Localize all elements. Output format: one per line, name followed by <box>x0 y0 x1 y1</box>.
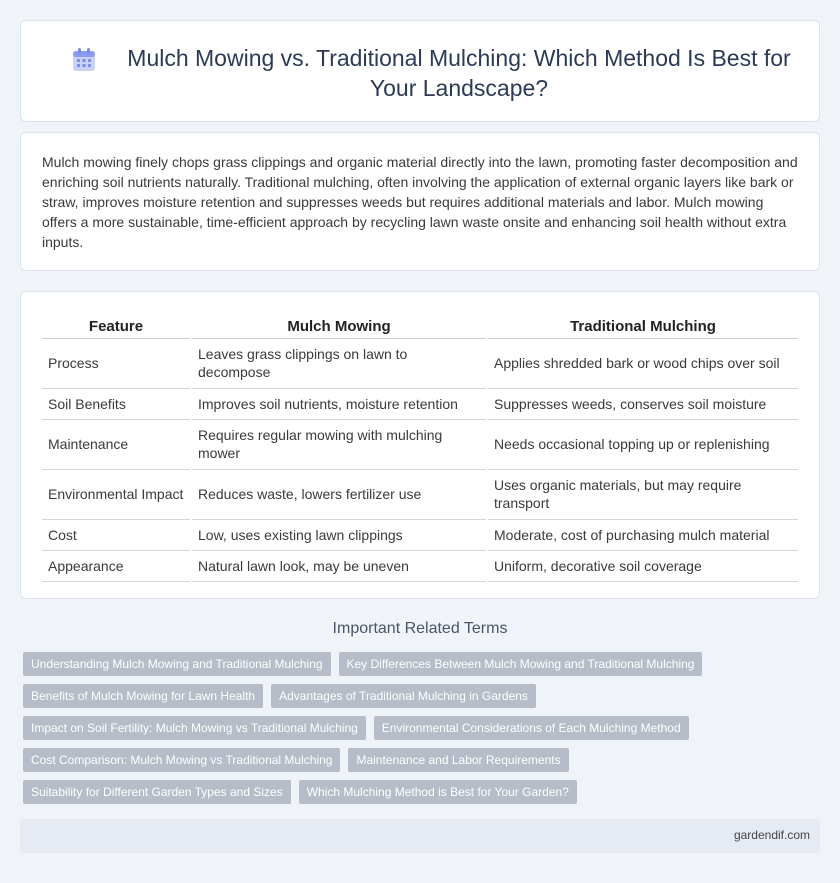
related-term-tag[interactable]: Benefits of Mulch Mowing for Lawn Health <box>23 684 263 708</box>
table-cell: Reduces waste, lowers fertilizer use <box>191 469 487 519</box>
related-term-tag[interactable]: Which Mulching Method is Best for Your Garden? <box>299 780 577 804</box>
table-cell: Suppresses weeds, conserves soil moisture <box>487 388 798 419</box>
table-row <box>42 388 798 419</box>
site-name[interactable]: gardendif.com <box>733 828 810 842</box>
intro-card <box>20 132 820 271</box>
related-terms-heading: Important Related Terms <box>332 620 508 637</box>
comparison-card <box>20 291 820 599</box>
table-row <box>42 338 798 388</box>
table-row <box>42 419 798 469</box>
intro-paragraph: Mulch mowing finely chops grass clippings and organic material directly into the lawn, promoting faster decomposition and enriching soil nutrients naturally. Traditional mulching, often involving the application of external organic layers like bark or straw, improves moisture retention and suppresses weeds but requires additional materials and labor. Mulch mowing offers a more sustainable, time-efficient approach by recycling lawn waste onsite and enhancing soil health without extra inputs. <box>42 154 798 250</box>
header-traditional-mulching: Traditional Mulching <box>487 312 798 338</box>
table-cell: Needs occasional topping up or replenishing <box>487 419 798 469</box>
related-term-tag[interactable]: Key Differences Between Mulch Mowing and Traditional Mulching <box>339 652 703 676</box>
table-cell: Low, uses existing lawn clippings <box>191 519 487 550</box>
table-cell: Moderate, cost of purchasing mulch material <box>487 519 798 550</box>
table-cell: Uniform, decorative soil coverage <box>487 550 798 581</box>
related-term-tag[interactable]: Environmental Considerations of Each Mulching Method <box>374 716 689 740</box>
table-cell: Requires regular mowing with mulching mower <box>191 419 487 469</box>
table-cell: Maintenance <box>42 419 191 469</box>
table-row <box>42 550 798 581</box>
table-cell: Cost <box>42 519 191 550</box>
related-term-tag[interactable]: Advantages of Traditional Mulching in Gardens <box>271 684 536 708</box>
page-title: Mulch Mowing vs. Traditional Mulching: Which Method Is Best for Your Landscape? <box>127 45 791 101</box>
related-term-tag[interactable]: Understanding Mulch Mowing and Traditional Mulching <box>23 652 331 676</box>
footer <box>20 819 820 853</box>
table-cell: Improves soil nutrients, moisture retention <box>191 388 487 419</box>
table-header-row <box>42 312 798 338</box>
table-cell: Natural lawn look, may be uneven <box>191 550 487 581</box>
table-cell: Applies shredded bark or wood chips over soil <box>487 338 798 388</box>
table-cell: Uses organic materials, but may require transport <box>487 469 798 519</box>
table-cell: Process <box>42 338 191 388</box>
related-term-tag[interactable]: Cost Comparison: Mulch Mowing vs Traditional Mulching <box>23 748 340 772</box>
header-feature: Feature <box>42 312 191 338</box>
title-card <box>20 20 820 122</box>
table-row <box>42 469 798 519</box>
related-term-tag[interactable]: Maintenance and Labor Requirements <box>348 748 568 772</box>
header-mulch-mowing: Mulch Mowing <box>191 312 487 338</box>
related-term-tag[interactable]: Impact on Soil Fertility: Mulch Mowing vs Traditional Mulching <box>23 716 366 740</box>
table-cell: Soil Benefits <box>42 388 191 419</box>
related-terms-list <box>23 652 823 812</box>
comparison-table <box>42 312 798 582</box>
table-cell: Leaves grass clippings on lawn to decompose <box>191 338 487 388</box>
table-cell: Environmental Impact <box>42 469 191 519</box>
table-cell: Appearance <box>42 550 191 581</box>
related-term-tag[interactable]: Suitability for Different Garden Types and Sizes <box>23 780 291 804</box>
calendar-icon <box>71 47 97 73</box>
table-row <box>42 519 798 550</box>
